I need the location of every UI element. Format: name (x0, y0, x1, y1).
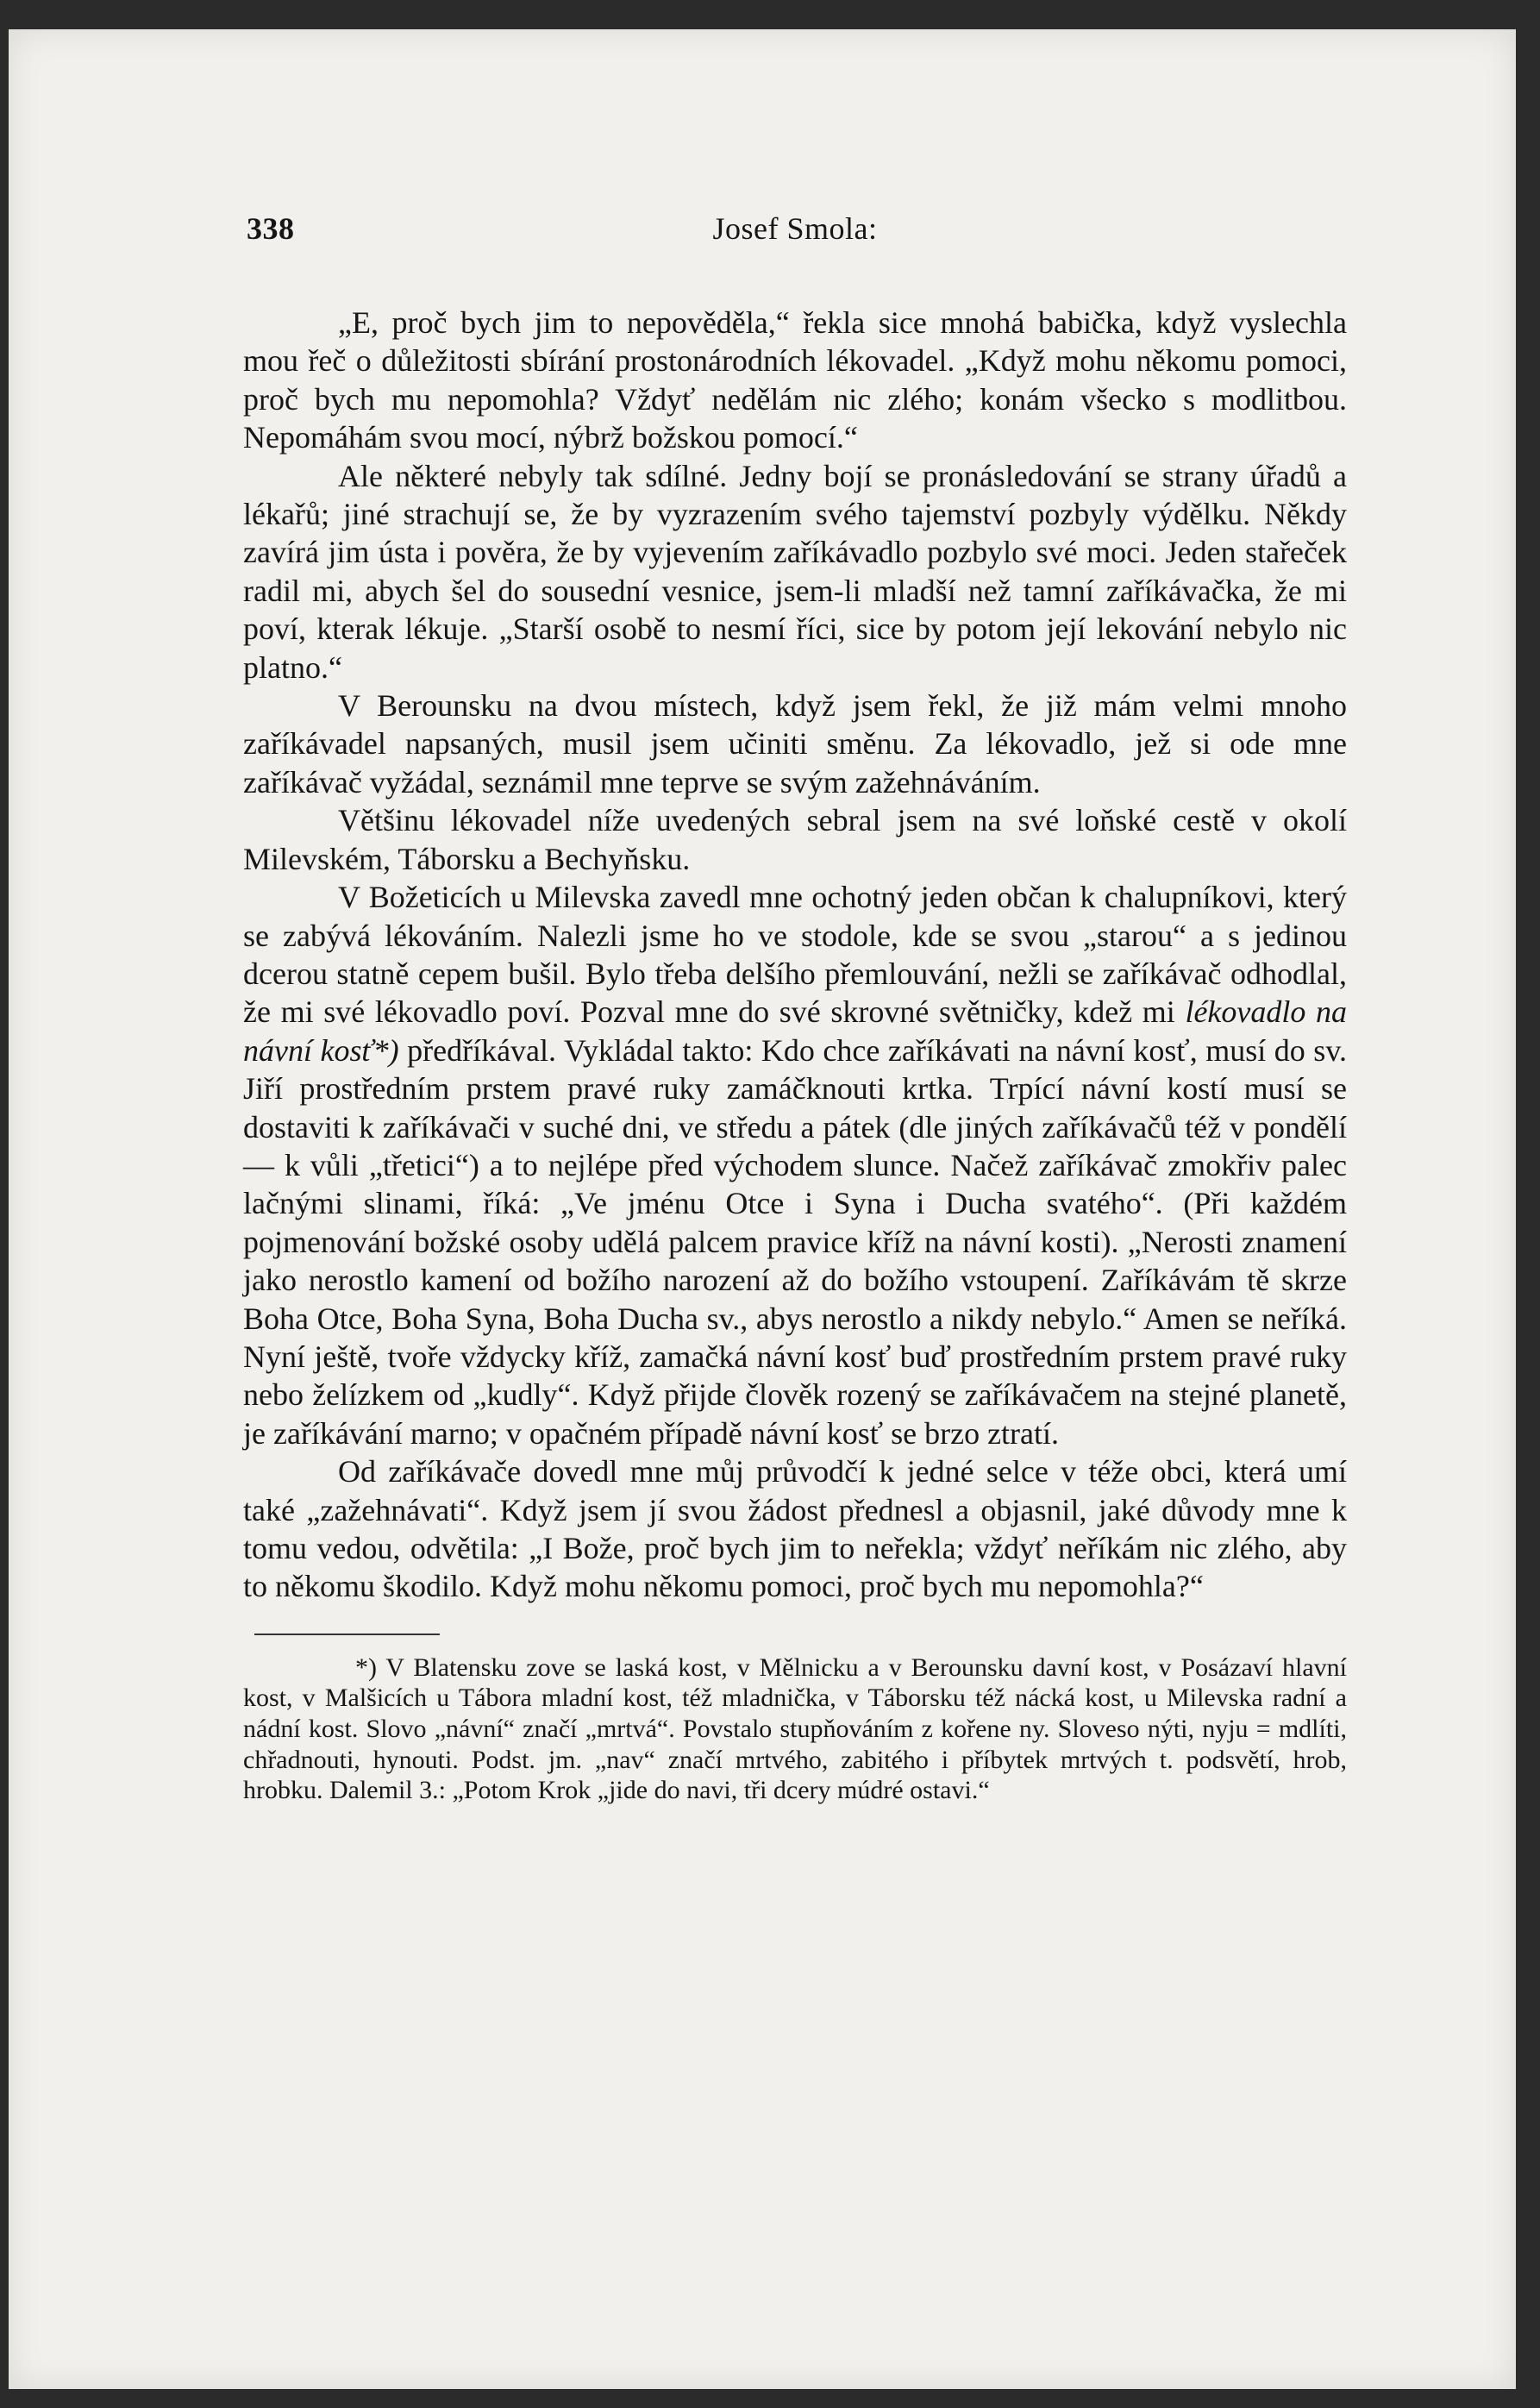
paragraph-6: Od zaříkávače dovedl mne můj průvodčí k jedné selce v téže obci, která umí také „zažehnávati“. Když jsem jí svou žádost přednesl a objasnil, jaké důvody mne k tomu vedou, odvětila: „I Bože, proč bych jim to neřekla; vždyť neříkám nic zlého, aby to někomu škodilo. Když mohu někomu pomoci, proč bych mu nepomohla?“ (243, 1454, 1347, 1604)
footnote-rule (254, 1634, 440, 1635)
page-number: 338 (247, 211, 295, 246)
footnote-1: *) V Blatensku zove se laská kost, v Mělnicku a v Berounsku davní kost, v Posázaví hlavní kost, v Malšicích u Tábora mladní kost, též mladnička, v Táborsku též nácká kost, u Milevska radní a nádní kost. Slovo „návní“ značí „mrtvá“. Povstalo stupňováním z kořene ny. Sloveso nýti, nyju = mdlíti, chřadnouti, hynouti. Podst. jm. „nav“ značí mrtvého, zabitého i příbytek mrtvých t. podsvětí, hrob, hrobku. Dalemil 3.: „Potom Krok „jide do navi, tři dcery múdré ostavi.“ (243, 1652, 1347, 1805)
page-header (243, 210, 1347, 262)
paragraph-5 (243, 878, 1347, 1452)
text-column (243, 210, 1347, 1806)
paragraph-3: V Berounsku na dvou místech, když jsem řekl, že již mám velmi mnoho zaříkávadel napsaných, musil jsem učiniti směnu. Za lékovadlo, jež si ode mne zaříkávač vyžádal, seznámil mne teprve se svým zažehnáváním. (243, 688, 1347, 800)
paragraph-5-part-a: V Božeticích u Milevska zavedl mne ochotný jeden občan k chalupníkovi, který se zabývá lékováním. Nalezli jsme ho ve stodole, kde se svou „starou“ a s jedinou dcerou statně cepem bušil. Bylo třeba delšího přemlouvání, nežli se zaříkávač odhodlal, že mi své lékovadlo poví. Pozval mne do své skrovné světničky, kdež mi (243, 880, 1347, 1030)
paragraph-4: Většinu lékovadel níže uvedených sebral jsem na své loňské cestě v okolí Milevském, Táborsku a Bechyňsku. (243, 803, 1347, 876)
running-head: Josef Smola: (712, 211, 878, 246)
paragraph-5-part-b: předříkával. Vykládal takto: Kdo chce zaříkávati na návní kosť, musí do sv. Jiří prostředním prstem pravé ruky zamáčknouti krtka. Trpící návní kostí musí se dostaviti k zaříkávači v suché dni, ve středu a pátek (dle jiných zaříkávačů též v pondělí — k vůli „třetici“) a to nejlépe před východem slunce. Načež zaříkávač zmokřiv palec lačnými slinami, říká: „Ve jménu Otce i Syna i Ducha svatého“. (Při každém pojmenování božské osoby udělá palcem pravice kříž na návní kosti). „Nerosti znamení jako nerostlo kamení od božího narození až do božího vstoupení. Zaříkávám tě skrze Boha Otce, Boha Syna, Boha Ducha sv., abys nerostlo a nikdy nebylo.“ Amen se neříká. Nyní ještě, tvoře vždycky kříž, zamačká návní kosť buď prostředním prstem pravé ruky nebo želízkem od „kudly“. Když přijde člověk rozený se zaříkávačem na stejné planetě, je zaříkávání marno; v opačném případě návní kosť se brzo ztratí. (243, 1032, 1347, 1451)
footnotes (243, 1652, 1347, 1806)
paragraph-1: „E, proč bych jim to nepověděla,“ řekla sice mnohá babička, když vyslechla mou řeč o důležitosti sbírání prostonárodních lékovadel. „Když mohu někomu pomoci, proč bych mu nepomohla? Vždyť nedělám nic zlého; konám všecko s modlitbou. Nepomáhám svou mocí, nýbrž božskou pomocí.“ (243, 305, 1347, 455)
body-text (243, 304, 1347, 1606)
paragraph-2: Ale některé nebyly tak sdílné. Jedny bojí se pronásledování se strany úřadů a lékařů; jiné strachují se, že by vyzrazením svého tajemství pozbyly výdělku. Někdy zavírá jim ústa i pověra, že by vyjevením zaříkávadlo pozbylo své moci. Jeden stařeček radil mi, abych šel do sousední vesnice, jsem-li mladší než tamní zaříkávačka, že mi poví, kterak lékuje. „Starší osobě to nesmí říci, sice by potom její lekování nebylo nic platno.“ (243, 458, 1347, 685)
page-sheet (9, 29, 1516, 2389)
italic-term: lékovadlo na návní kosť*) (243, 994, 1347, 1068)
